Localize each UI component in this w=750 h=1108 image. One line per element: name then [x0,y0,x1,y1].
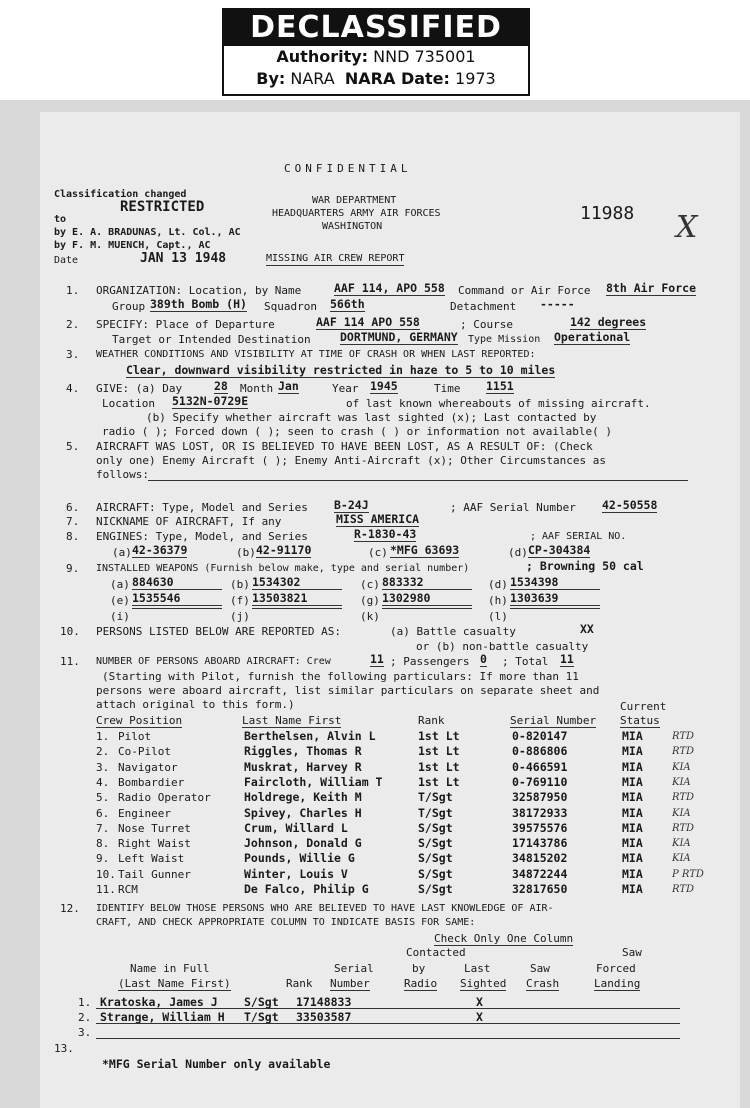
item-4-month: Jan [278,379,299,393]
item-9-make: ; Browning 50 cal [526,559,644,573]
crew-row-number: 6. [96,807,110,820]
crew-row-status: MIA [622,744,643,758]
item-2-mission: Operational [554,330,631,344]
crew-row-serial: 32587950 [512,790,568,804]
crew-row-handwritten-status: P RTD [672,869,704,880]
weapon-serial [510,608,600,609]
declassified-stamp [222,8,530,96]
witness-row-rank: S/Sgt [244,995,279,1009]
item-2-label: SPECIFY: Place of Departure [96,318,275,331]
stamp-authority: Authority: NND 735001 [276,47,476,66]
weapon-label: (k) [360,610,380,623]
stamp-title: DECLASSIFIED [224,10,528,46]
crew-row-rank: T/Sgt [418,790,453,804]
item-12-header-name-1: Name in Full [130,962,210,975]
crew-row-rank: 1st Lt [418,744,460,758]
item-6-number: 6. [66,501,80,514]
item-10-label: PERSONS LISTED BELOW ARE REPORTED AS: [96,625,342,638]
stamp-by: By: NARA NARA Date: 1973 [256,69,496,88]
crew-row-rank: T/Sgt [418,806,453,820]
dept-line-1: WAR DEPARTMENT [312,195,397,206]
item-2-number: 2. [66,318,80,331]
item-8-d-label: (d) [508,546,528,559]
item-2-target: DORTMUND, GERMANY [340,330,458,344]
crew-row-number: 3. [96,761,110,774]
crew-row-number: 5. [96,791,110,804]
weapon-label: (e) [110,594,130,607]
classification-date-label: Date [54,255,79,266]
crew-row-handwritten-status: RTD [672,746,695,757]
crew-row-number: 7. [96,822,110,835]
crew-row-number: 11. [96,883,116,896]
crew-row-status: MIA [622,729,643,743]
crew-row-serial: 39575576 [512,821,568,835]
crew-row-handwritten-status: RTD [672,792,695,803]
crew-header-status: Status [620,714,660,727]
item-1-group-label: Group [112,300,146,313]
crew-row-position: RCM [118,883,138,896]
item-6-serial-label: ; AAF Serial Number [450,501,576,514]
classification-date: JAN 13 1948 [140,251,227,266]
crew-row-handwritten-status: KIA [672,808,691,819]
witness-row-number: 1. [78,996,92,1009]
crew-row-handwritten-status: RTD [672,731,695,742]
weapon-label: (l) [488,610,508,623]
witness-row-name: Strange, William H [100,1010,225,1024]
crew-row-name: Faircloth, William T [244,775,383,789]
weapon-serial: 884630 [132,576,222,590]
weapon-label: (h) [488,594,508,607]
classification-restricted: RESTRICTED [120,199,205,215]
witness-row-sighted-mark: X [476,1010,483,1024]
item-12-header-landing: Landing [594,977,641,990]
item-11-total: 11 [560,652,574,666]
item-8-b: 42-91170 [256,543,312,557]
item-5-line-3: follows: [96,468,149,481]
weapon-serial: 1302980 [382,592,472,606]
item-4-b-line: (b) Specify whether aircraft was last sighted (x); Last contacted by [146,411,597,424]
crew-row-position: Co-Pilot [118,745,171,758]
crew-row-position: Radio Operator [118,791,211,804]
crew-row-rank: 1st Lt [418,729,460,743]
item-8-serial-label: ; AAF SERIAL NO. [530,531,627,542]
crew-row-rank: 1st Lt [418,775,460,789]
crew-row-status: MIA [622,760,643,774]
crew-row-name: Holdrege, Keith M [244,790,362,804]
handwritten-x-mark: X [676,210,698,245]
dept-line-3: WASHINGTON [322,221,383,232]
crew-row-position: Left Waist [118,852,185,865]
item-1-command: 8th Air Force [606,281,697,295]
weapon-label: (b) [230,578,250,591]
crew-header-rank: Rank [418,714,445,727]
crew-row-position: Right Waist [118,837,191,850]
crew-row-rank: S/Sgt [418,836,453,850]
item-4-location: 5132N-0729E [172,394,249,408]
crew-row-position: Bombardier [118,776,185,789]
crew-row-name: Spivey, Charles H [244,806,362,820]
crew-row-rank: S/Sgt [418,851,453,865]
item-11-number: 11. [60,655,80,668]
item-12-header-serial-1: Serial [334,962,374,975]
item-5-blank-line [148,480,688,481]
item-12-header-contacted: Contacted [406,946,466,959]
item-6-serial: 42-50558 [602,498,658,512]
item-8-type: R-1830-43 [354,527,417,541]
crew-row-status: MIA [622,821,643,835]
item-3-weather: Clear, downward visibility restricted in haze to 5 to 10 miles [126,363,556,377]
item-1-label: ORGANIZATION: Location, by Name [96,284,302,297]
witness-row-sighted-mark: X [476,995,483,1009]
item-1-detachment: ----- [540,297,575,311]
item-9-number: 9. [66,562,80,575]
crew-row-number: 10. [96,868,116,881]
item-1-location: AAF 114, APO 558 [334,281,445,295]
crew-row-name: De Falco, Philip G [244,882,369,896]
document-number: 11988 [580,203,635,224]
item-1-detachment-label: Detachment [450,300,517,313]
item-12-header-forced: Forced [596,962,636,975]
footer-note: *MFG Serial Number only available [102,1057,331,1071]
item-4-time: 1151 [486,379,514,393]
item-1-squadron: 566th [330,297,365,311]
crew-row-name: Riggles, Thomas R [244,744,362,758]
crew-row-status: MIA [622,867,643,881]
crew-row-status: MIA [622,851,643,865]
crew-row-position: Engineer [118,807,171,820]
item-8-c: *MFG 63693 [390,543,460,557]
item-6-label: AIRCRAFT: Type, Model and Series [96,501,308,514]
crew-row-status: MIA [622,882,643,896]
crew-header-position: Crew Position [96,714,183,727]
item-3-label: WEATHER CONDITIONS AND VISIBILITY AT TIME OF CRASH OR WHEN LAST REPORTED: [96,349,536,360]
item-2-mission-label: Type Mission [468,334,541,345]
weapon-serial: 1535546 [132,592,222,606]
item-12-line-1: IDENTIFY BELOW THOSE PERSONS WHO ARE BELIEVED TO HAVE LAST KNOWLEDGE OF AIR- [96,903,554,914]
item-4-location-label: Location [102,397,155,410]
witness-row-rank: T/Sgt [244,1010,279,1024]
item-4-time-label: Time [434,382,461,395]
crew-row-name: Pounds, Willie G [244,851,355,865]
item-1-number: 1. [66,284,80,297]
weapon-serial: 1534398 [510,576,600,590]
crew-row-number: 8. [96,837,110,850]
crew-row-position: Nose Turret [118,822,191,835]
item-4-year: 1945 [370,379,398,393]
item-12-header-name-2: (Last Name First) [118,977,231,990]
item-12-header-saw-2: Saw [622,946,642,959]
item-13-number: 13. [54,1042,74,1055]
dept-line-2: HEADQUARTERS ARMY AIR FORCES [272,208,441,219]
item-12-header-rank: Rank [286,977,313,990]
crew-row-handwritten-status: RTD [672,823,695,834]
confidential-mark: CONFIDENTIAL [284,162,412,175]
classification-line-3: by E. A. BRADUNAS, Lt. Col., AC [54,227,241,238]
crew-row-number: 2. [96,745,110,758]
witness-row-line [96,1038,680,1039]
item-11-label: NUMBER OF PERSONS ABOARD AIRCRAFT: Crew [96,656,331,667]
crew-row-position: Navigator [118,761,178,774]
item-2-target-label: Target or Intended Destination [112,333,311,346]
crew-row-rank: 1st Lt [418,760,460,774]
classification-line-2: to [54,214,67,225]
crew-row-handwritten-status: KIA [672,838,691,849]
crew-row-rank: S/Sgt [418,882,453,896]
weapon-label: (f) [230,594,250,607]
item-2-course-label: ; Course [460,318,513,331]
crew-row-status: MIA [622,806,643,820]
item-2-course: 142 degrees [570,315,647,329]
crew-row-number: 1. [96,730,110,743]
weapon-label: (a) [110,578,130,591]
item-8-a-label: (a) [112,546,132,559]
weapon-serial [252,608,342,609]
item-8-d: CP-304384 [528,543,591,557]
crew-row-serial: 34815202 [512,851,568,865]
item-5-number: 5. [66,440,80,453]
item-12-header-last: Last [464,962,491,975]
item-7-nickname: MISS AMERICA [336,512,420,526]
weapon-serial: 1303639 [510,592,600,606]
item-12-line-2: CRAFT, AND CHECK APPROPRIATE COLUMN TO INDICATE BASIS FOR SAME: [96,917,476,928]
crew-row-status: MIA [622,836,643,850]
item-3-number: 3. [66,348,80,361]
item-8-label: ENGINES: Type, Model, and Series [96,530,308,543]
weapon-serial [132,608,222,609]
crew-row-serial: 32817650 [512,882,568,896]
weapon-label: (g) [360,594,380,607]
crew-row-serial: 0-769110 [512,775,568,789]
crew-row-handwritten-status: KIA [672,777,691,788]
witness-row-serial: 33503587 [296,1010,352,1024]
item-7-number: 7. [66,515,80,528]
item-1-command-label: Command or Air Force [458,284,591,297]
weapon-serial: 13503821 [252,592,342,606]
item-8-number: 8. [66,530,80,543]
classification-line-4: by F. M. MUENCH, Capt., AC [54,240,211,251]
item-10-b-label: or (b) non-battle casualty [416,640,589,653]
item-8-c-label: (c) [368,546,388,559]
item-12-header-serial-2: Number [330,977,370,990]
crew-row-serial: 0-886806 [512,744,568,758]
crew-row-rank: S/Sgt [418,867,453,881]
item-5-line-2: only one) Enemy Aircraft ( ); Enemy Anti-Aircraft (x); Other Circumstances as [96,454,606,467]
witness-row-name: Kratoska, James J [100,995,218,1009]
crew-row-name: Johnson, Donald G [244,836,362,850]
witness-row-number: 2. [78,1011,92,1024]
item-4-year-label: Year [332,382,359,395]
item-12-header-crash: Crash [526,977,560,990]
crew-header-serial: Serial Number [510,714,597,727]
crew-row-serial: 17143786 [512,836,568,850]
witness-row-serial: 17148833 [296,995,352,1009]
weapon-label: (d) [488,578,508,591]
crew-row-name: Crum, Willard L [244,821,348,835]
item-10-a-value: XX [580,622,594,636]
item-1-squadron-label: Squadron [264,300,317,313]
item-12-header-saw: Saw [530,962,550,975]
crew-row-handwritten-status: KIA [672,853,691,864]
item-4-label: GIVE: (a) Day [96,382,183,395]
item-4-location-tail: of last known whereabouts of missing aircraft. [346,397,651,410]
witness-row-line [96,1023,680,1024]
item-11-passengers-label: ; Passengers [390,655,470,668]
item-12-header-radio: Radio [404,977,438,990]
crew-row-serial: 38172933 [512,806,568,820]
weapon-label: (j) [230,610,250,623]
item-6-type: B-24J [334,498,369,512]
weapon-serial [382,608,472,609]
item-4-month-label: Month [240,382,274,395]
crew-row-status: MIA [622,790,643,804]
crew-row-serial: 0-466591 [512,760,568,774]
crew-row-number: 4. [96,776,110,789]
witness-row-line [96,1008,680,1009]
crew-row-status: MIA [622,775,643,789]
item-2-departure: AAF 114 APO 558 [316,315,420,329]
crew-row-position: Tail Gunner [118,868,191,881]
item-8-a: 42-36379 [132,543,188,557]
item-11-note-1: (Starting with Pilot, furnish the following particulars: If more than 11 [102,670,579,683]
crew-row-serial: 0-820147 [512,729,568,743]
crew-row-handwritten-status: RTD [672,884,695,895]
item-11-note-3: attach original to this form.) [96,698,295,711]
crew-row-number: 9. [96,852,110,865]
item-11-passengers: 0 [480,652,487,666]
crew-row-position: Pilot [118,730,152,743]
item-9-label: INSTALLED WEAPONS (Furnish below make, type and serial number) [96,563,470,574]
crew-row-name: Berthelsen, Alvin L [244,729,376,743]
report-title: MISSING AIR CREW REPORT [266,253,405,264]
crew-row-rank: S/Sgt [418,821,453,835]
item-12-number: 12. [60,902,80,915]
crew-header-current: Current [620,700,667,713]
crew-header-name: Last Name First [242,714,342,727]
crew-row-name: Winter, Louis V [244,867,348,881]
crew-row-serial: 34872244 [512,867,568,881]
weapon-label: (c) [360,578,380,591]
item-10-number: 10. [60,625,80,638]
item-11-crew: 11 [370,652,384,666]
item-8-b-label: (b) [236,546,256,559]
weapon-serial: 1534302 [252,576,342,590]
item-12-header-by: by [412,962,426,975]
crew-row-handwritten-status: KIA [672,762,691,773]
item-4-b-line-2: radio ( ); Forced down ( ); seen to crash ( ) or information not available( ) [102,425,612,438]
witness-row-number: 3. [78,1026,92,1039]
item-11-total-label: ; Total [502,655,549,668]
item-12-check-only: Check Only One Column [434,932,574,945]
item-4-day: 28 [214,379,228,393]
item-10-a-label: (a) Battle casualty [390,625,516,638]
missing-air-crew-report [40,112,740,1108]
weapon-label: (i) [110,610,130,623]
weapon-serial: 883332 [382,576,472,590]
item-12-header-sighted: Sighted [460,977,507,990]
item-7-label: NICKNAME OF AIRCRAFT, If any [96,515,282,528]
item-4-number: 4. [66,382,80,395]
item-11-note-2: persons were aboard aircraft, list similar particulars on separate sheet and [96,684,600,697]
classification-line-1: Classification changed [54,189,187,200]
crew-row-name: Muskrat, Harvey R [244,760,362,774]
item-5-line-1: AIRCRAFT WAS LOST, OR IS BELIEVED TO HAVE BEEN LOST, AS A RESULT OF: (Check [96,440,593,453]
item-1-group: 389th Bomb (H) [150,297,247,311]
